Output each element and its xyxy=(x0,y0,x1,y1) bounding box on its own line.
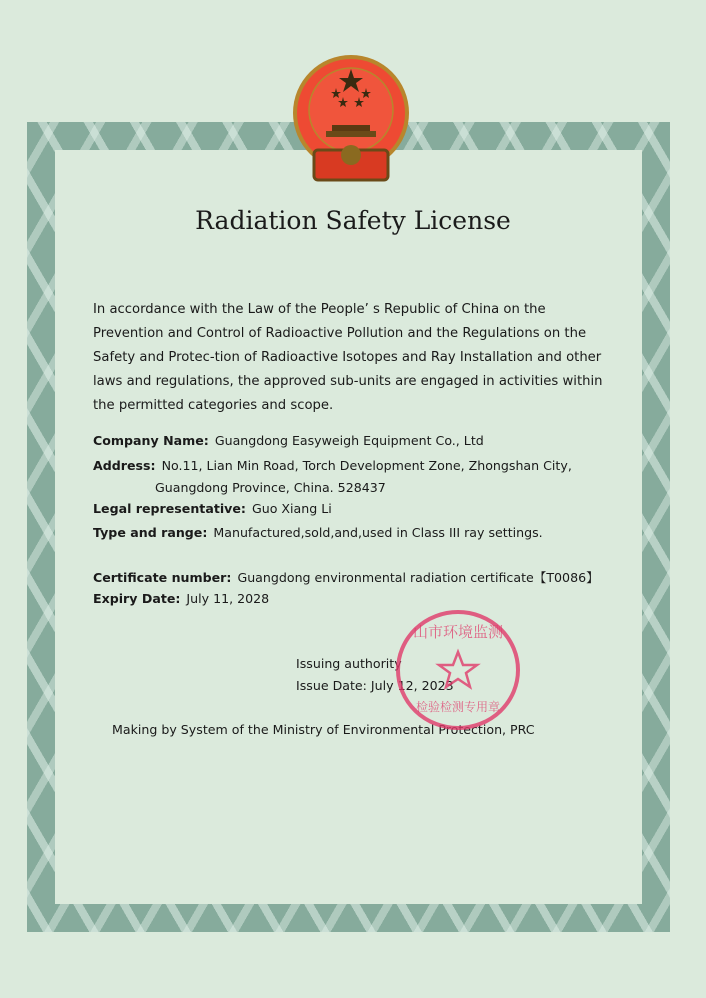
issuing-authority: Issuing authority xyxy=(296,656,402,671)
legal-row xyxy=(93,501,332,516)
intro-paragraph: In accordance with the Law of the People’ s Republic of China on the Prevention and Control of Radioactive Pollution and the Regulations on the Safety and Protec-tion of Radioactive Isotopes and Ray Installation and other laws and regulations, the approved sub-units are engaged in activities within the permitted categories and scope. xyxy=(93,302,603,413)
type-label: Type and range: xyxy=(93,525,208,540)
address-row xyxy=(93,458,572,473)
expiry-label: Expiry Date: xyxy=(93,591,181,606)
page-title: Radiation Safety License xyxy=(195,206,511,235)
address-line1: No.11, Lian Min Road, Torch Development Zone, Zhongshan City, xyxy=(161,458,572,473)
expiry-value: July 11, 2028 xyxy=(186,591,270,606)
cert-label: Certificate number: xyxy=(93,570,232,585)
cert-value: Guangdong environmental radiation certificate【T0086】 xyxy=(237,570,599,585)
issue-date: Issue Date: July 12, 2023 xyxy=(296,678,454,693)
company-label: Company Name: xyxy=(93,433,209,448)
address-label: Address: xyxy=(93,458,156,473)
company-row xyxy=(93,433,484,448)
type-row xyxy=(93,525,543,540)
type-value: Manufactured,sold,and,used in Class III ray settings. xyxy=(213,525,543,540)
legal-label: Legal representative: xyxy=(93,501,246,516)
cert-row xyxy=(93,567,599,586)
company-value: Guangdong Easyweigh Equipment Co., Ltd xyxy=(214,433,484,448)
svg-text:山市环境监测: 山市环境监测 xyxy=(412,623,504,641)
expiry-row xyxy=(93,591,269,606)
footer-note: Making by System of the Ministry of Environmental Protection, PRC xyxy=(112,722,535,737)
national-emblem-icon xyxy=(290,55,412,185)
address-line2: Guangdong Province, China. 528437 xyxy=(155,480,386,495)
legal-value: Guo Xiang Li xyxy=(251,501,332,516)
svg-text:检验检测专用章: 检验检测专用章 xyxy=(415,700,501,714)
official-seal-icon xyxy=(393,607,523,733)
